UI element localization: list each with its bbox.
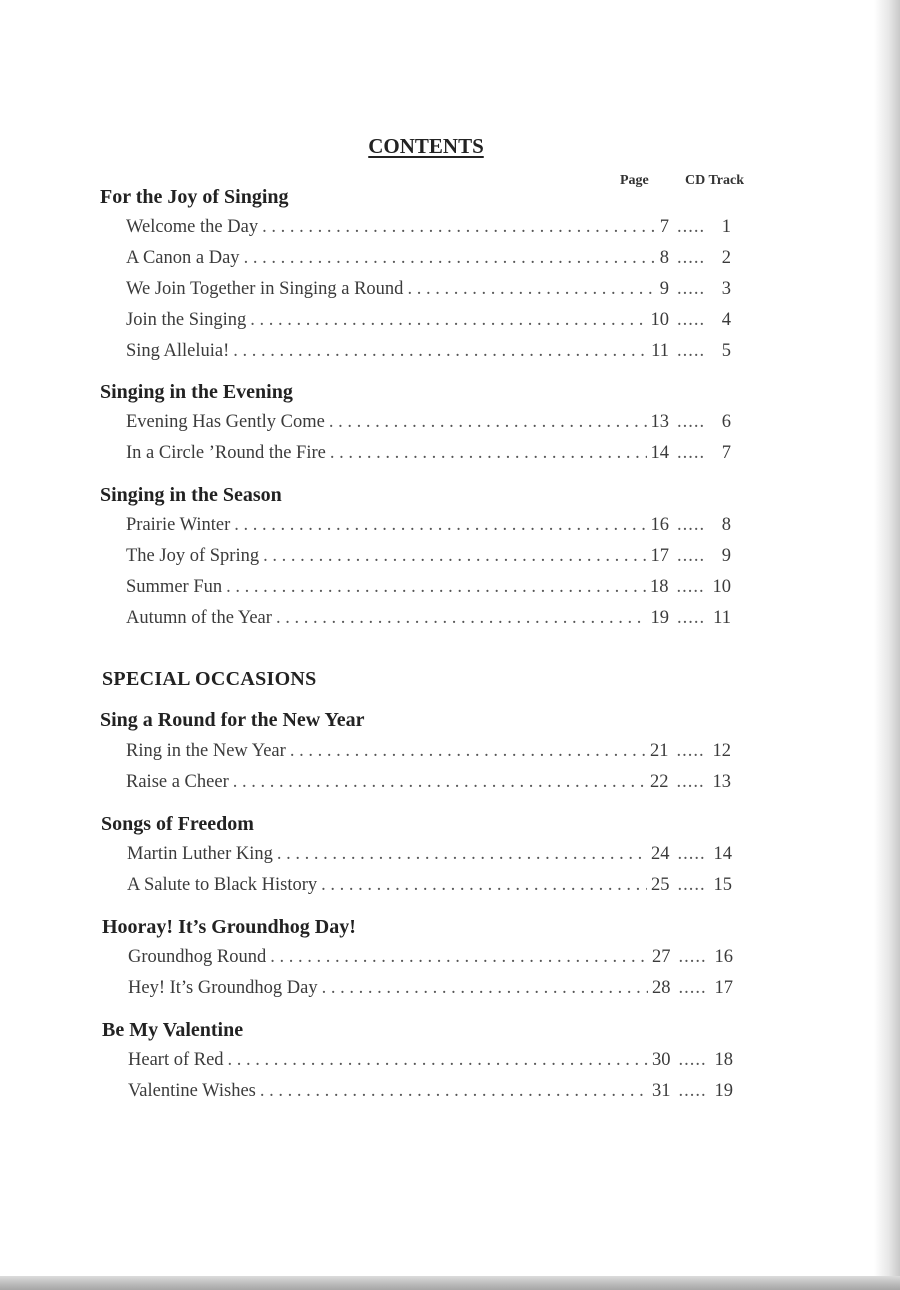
- entry-title: A Canon a Day: [126, 248, 240, 268]
- toc-entry[interactable]: [126, 772, 731, 798]
- entry-page: 31: [652, 1081, 671, 1101]
- entry-track: 18: [714, 1050, 733, 1070]
- dot-leader: [233, 772, 646, 793]
- dot-leader: .....: [678, 978, 707, 998]
- entry-page: 28: [652, 978, 671, 998]
- entry-title: Ring in the New Year: [126, 741, 286, 761]
- entry-title: The Joy of Spring: [126, 546, 260, 566]
- entry-page: 30: [652, 1050, 671, 1070]
- entry-track: 15: [713, 875, 732, 895]
- dot-leader: [321, 875, 647, 896]
- page-column-header: Page: [620, 173, 649, 188]
- entry-title: In a Circle ’Round the Fire: [126, 443, 326, 463]
- dot-leader: .....: [676, 248, 706, 268]
- toc-entry[interactable]: [127, 875, 732, 901]
- entry-track: 2: [721, 248, 731, 268]
- toc-entry[interactable]: [128, 1081, 733, 1107]
- dot-leader: [250, 310, 646, 331]
- dot-leader: [262, 217, 656, 238]
- entry-title: Martin Luther King: [127, 844, 273, 864]
- dot-leader: .....: [676, 577, 705, 597]
- entry-track: 4: [721, 310, 731, 330]
- toc-entry[interactable]: [126, 341, 731, 367]
- entry-title: Join the Singing: [126, 310, 247, 330]
- section-heading: Singing in the Evening: [100, 381, 293, 403]
- entry-page: 8: [659, 248, 669, 268]
- entry-title: Raise a Cheer: [126, 772, 229, 792]
- entry-page: 17: [650, 546, 669, 566]
- section-heading: Songs of Freedom: [101, 813, 254, 835]
- entry-page: 21: [650, 741, 669, 761]
- dot-leader: [226, 577, 646, 598]
- entry-track: 13: [712, 772, 731, 792]
- dot-leader: .....: [677, 875, 706, 895]
- entry-page: 11: [651, 341, 669, 361]
- dot-leader: [322, 978, 648, 999]
- dot-leader: [330, 443, 647, 464]
- dot-leader: [290, 741, 646, 762]
- entry-page: 24: [651, 844, 670, 864]
- dot-leader: .....: [676, 608, 706, 628]
- page-edge-shadow: [874, 0, 900, 1290]
- dot-leader: .....: [678, 1081, 707, 1101]
- entry-title: Autumn of the Year: [126, 608, 272, 628]
- dot-leader: .....: [676, 443, 706, 463]
- dot-leader: [233, 341, 647, 362]
- entry-title: Evening Has Gently Come: [126, 412, 325, 432]
- dot-leader: [263, 546, 646, 567]
- entry-track: 1: [721, 217, 731, 237]
- entry-page: 7: [659, 217, 669, 237]
- entry-track: 9: [721, 546, 731, 566]
- entry-title: Summer Fun: [126, 577, 223, 597]
- entry-page: 16: [650, 515, 669, 535]
- page-bottom-edge: [0, 1276, 900, 1290]
- entry-title: Sing Alleluia!: [126, 341, 230, 361]
- dot-leader: [270, 947, 648, 968]
- special-occasions-heading: SPECIAL OCCASIONS: [102, 668, 317, 690]
- entry-title: Groundhog Round: [128, 947, 267, 967]
- dot-leader: .....: [676, 741, 705, 761]
- toc-entry[interactable]: [126, 577, 731, 603]
- entry-track: 12: [712, 741, 731, 761]
- section-heading: Be My Valentine: [102, 1019, 244, 1041]
- entry-page: 13: [650, 412, 669, 432]
- entry-track: 3: [721, 279, 731, 299]
- dot-leader: .....: [676, 772, 705, 792]
- dot-leader: [234, 515, 646, 536]
- entry-page: 9: [659, 279, 669, 299]
- entry-page: 22: [650, 772, 669, 792]
- entry-track: 6: [721, 412, 731, 432]
- entry-track: 8: [721, 515, 731, 535]
- toc-entry[interactable]: [127, 844, 732, 870]
- entry-title: Heart of Red: [128, 1050, 224, 1070]
- section-heading: Hooray! It’s Groundhog Day!: [102, 916, 356, 938]
- dot-leader: .....: [678, 1050, 707, 1070]
- toc-entry[interactable]: [126, 217, 731, 243]
- dot-leader: .....: [676, 412, 706, 432]
- dot-leader: [244, 248, 656, 269]
- dot-leader: .....: [676, 515, 706, 535]
- entry-track: 16: [714, 947, 733, 967]
- toc-entry[interactable]: [126, 608, 731, 634]
- dot-leader: [277, 844, 647, 865]
- dot-leader: .....: [678, 947, 707, 967]
- entry-track: 19: [714, 1081, 733, 1101]
- entry-title: Prairie Winter: [126, 515, 231, 535]
- section-heading: Sing a Round for the New Year: [100, 709, 365, 731]
- entry-title: Hey! It’s Groundhog Day: [128, 978, 318, 998]
- entry-track: 10: [712, 577, 731, 597]
- entry-title: A Salute to Black History: [127, 875, 318, 895]
- entry-page: 10: [650, 310, 669, 330]
- entry-page: 19: [650, 608, 669, 628]
- entry-page: 14: [650, 443, 669, 463]
- entry-page: 27: [652, 947, 671, 967]
- entry-track: 11: [713, 608, 731, 628]
- toc-entry[interactable]: [126, 443, 731, 469]
- dot-leader: .....: [676, 341, 706, 361]
- toc-entry[interactable]: [126, 279, 731, 305]
- entry-title: Valentine Wishes: [128, 1081, 256, 1101]
- entry-page: 25: [651, 875, 670, 895]
- dot-leader: .....: [676, 217, 706, 237]
- entry-track: 14: [713, 844, 732, 864]
- dot-leader: [260, 1081, 648, 1102]
- dot-leader: .....: [676, 310, 706, 330]
- dot-leader: [228, 1050, 648, 1071]
- toc-entry[interactable]: [128, 978, 733, 1004]
- entry-title: We Join Together in Singing a Round: [126, 279, 404, 299]
- cd-track-column-header: CD Track: [685, 173, 744, 188]
- dot-leader: .....: [677, 844, 706, 864]
- entry-track: 5: [721, 341, 731, 361]
- entry-track: 7: [721, 443, 731, 463]
- dot-leader: [276, 608, 647, 629]
- dot-leader: [329, 412, 647, 433]
- toc-entry[interactable]: [128, 947, 733, 973]
- toc-entry[interactable]: [128, 1050, 733, 1076]
- toc-entry[interactable]: [126, 741, 731, 767]
- dot-leader: [407, 279, 655, 300]
- entry-page: 18: [650, 577, 669, 597]
- toc-entry[interactable]: [126, 546, 731, 572]
- entry-title: Welcome the Day: [126, 217, 259, 237]
- toc-entry[interactable]: [126, 310, 731, 336]
- dot-leader: .....: [676, 279, 706, 299]
- section-heading: For the Joy of Singing: [100, 186, 289, 208]
- dot-leader: .....: [676, 546, 706, 566]
- section-heading: Singing in the Season: [100, 484, 282, 506]
- toc-entry[interactable]: [126, 412, 731, 438]
- toc-entry[interactable]: [126, 515, 731, 541]
- entry-track: 17: [714, 978, 733, 998]
- page-title: CONTENTS: [368, 134, 484, 158]
- toc-entry[interactable]: [126, 248, 731, 274]
